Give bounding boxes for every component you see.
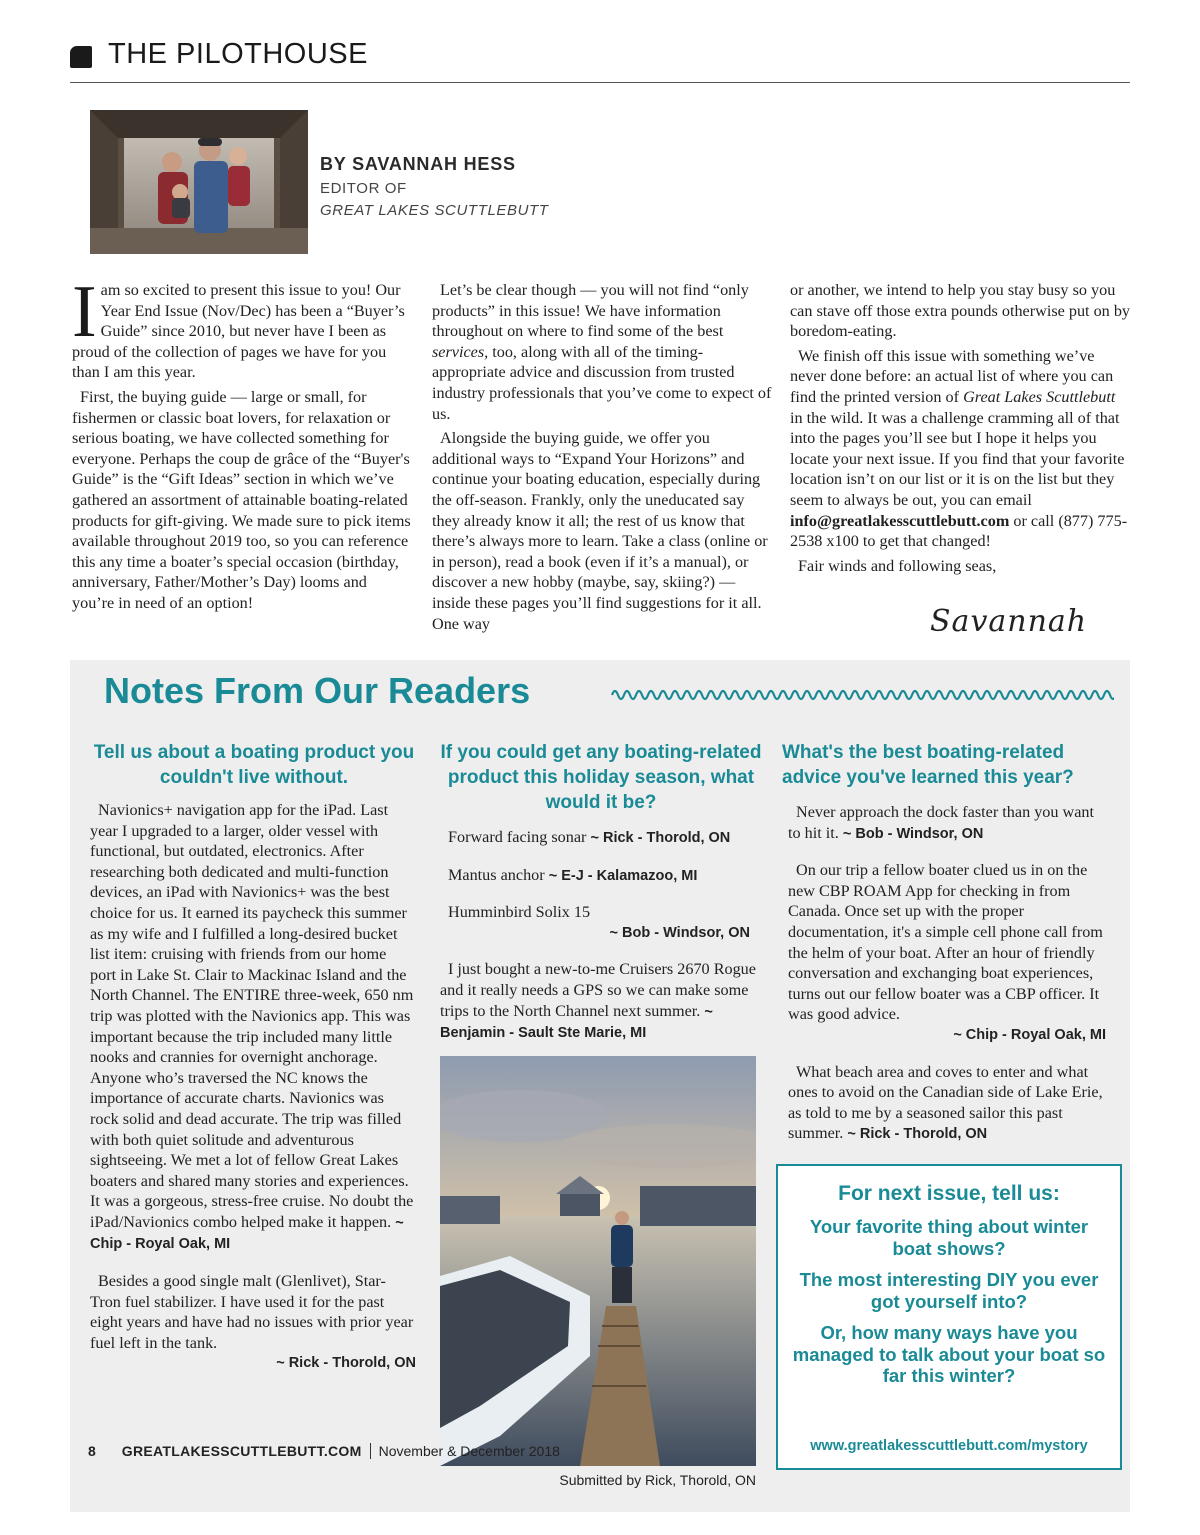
next-issue-callout	[776, 1164, 1122, 1470]
reader-answer	[788, 802, 1106, 844]
answer-attribution: ~ E-J - Kalamazoo, MI	[548, 867, 698, 884]
issue-date: November & December 2018	[378, 1443, 560, 1459]
answer-text: Forward facing sonar	[448, 828, 587, 846]
reader-boat-photo	[440, 1056, 756, 1466]
story-submission-link[interactable]: www.greatlakesscuttlebutt.com/mystory	[810, 1438, 1088, 1454]
answer-attribution: ~ Chip - Royal Oak, MI	[953, 1026, 1106, 1043]
footer-divider	[370, 1443, 371, 1459]
byline-name: BY SAVANNAH HESS	[320, 154, 516, 174]
question-heading-3: What's the best boating-related advice you've learned this year?	[782, 742, 1074, 788]
answer-text: Never approach the dock faster than you want to hit it.	[788, 803, 1094, 842]
reader-answer	[448, 827, 762, 849]
section-header	[70, 38, 1130, 83]
editor-signature: Savannah	[930, 604, 1088, 639]
page-footer	[88, 1443, 560, 1459]
author-family-photo	[90, 110, 308, 254]
editorial-paragraph: First, the buying guide — large or small, for fishermen or classic boat lovers, for relaxation or serious boating, we have collected something for everyone. Perhaps the coup de grâce of the “Buyer's Guide” is the “Gift Ideas” section in which we’ve gathered an assortment of attainable boating-related products for gift-giving. We made sure to pick items available throughout 2019 too, so you can reference this any time a boater’s special occasion (birthday, anniversary, Father/Mother’s Day) looms and you’re in need of an option!	[72, 387, 411, 612]
answers-column-2	[440, 827, 762, 1060]
answer-text: I just bought a new-to-me Cruisers 2670 Rogue and it really needs a GPS so we can make some trips to the North Channel next summer.	[440, 960, 756, 1020]
reader-answer	[440, 959, 762, 1043]
answer-attribution: ~ Bob - Windsor, ON	[609, 924, 750, 941]
contact-email-link[interactable]: info@greatlakesscuttlebutt.com	[790, 511, 1010, 530]
reader-answer	[788, 1062, 1106, 1145]
editorial-text: Let’s be clear though — you will not find “only products” in this issue! We have information throughout on where to find some of the best	[432, 281, 749, 341]
drop-cap: I	[72, 271, 97, 353]
notes-title: Notes From Our Readers	[104, 670, 531, 711]
editorial-paragraph: or another, we intend to help you stay busy so you can stave off those extra pounds otherwise put on by boredom-eating.	[790, 281, 1131, 341]
answer-text: Besides a good single malt (Glenlivet), Star-Tron fuel stabilizer. I have used it for the past eight years and have had no issues with prior year fuel left in the tank.	[90, 1272, 414, 1352]
footer-site[interactable]: GREATLAKESSCUTTLEBUTT.COM	[121, 1443, 362, 1459]
answer-text: On our trip a fellow boater clued us in on the new CBP ROAM App for checking in from Canada. Once set up with the proper documentation, it's a simple cell phone call from the helm of your boat. After an hour of friendly conversation and exchanging boat experiences, turns out our fellow boater was a CBP officer. It was good advice.	[788, 861, 1103, 1024]
byline-publication: GREAT LAKES SCUTTLEBUTT	[320, 202, 549, 219]
answer-attribution: ~ Rick - Thorold, ON	[276, 1355, 416, 1372]
answer-text: Mantus anchor	[448, 865, 545, 884]
editorial-emphasis: services,	[432, 342, 489, 361]
photo-caption: Submitted by Rick, Thorold, ON	[559, 1472, 756, 1488]
answers-column-3	[788, 802, 1106, 1161]
editorial-column-2	[432, 280, 774, 638]
callout-question: Or, how many ways have you managed to talk about your boat so far this winter?	[792, 1322, 1106, 1386]
answer-attribution: ~ Chip - Royal Oak, MI	[90, 1214, 404, 1253]
editorial-column-3	[790, 280, 1130, 580]
section-title: THE PILOTHOUSE	[108, 38, 368, 70]
answer-text: Navionics+ navigation app for the iPad. Last year I upgraded to a larger, older vessel with functional, but outdated, electronics. After researching both dedicated and multi-function devices, an iPad with Navionics+ was the best choice for us. It earned its paycheck this summer as my wife and I fulfilled a long-desired bucket list item: cruising with friends from our home port in Lake St. Clair to Mackinac Island and the North Channel. The ENTIRE three-week, 650 nm trip was plotted with the Navionics app. This was important because the trip included many little nooks and crannies for overnight anchorage. Anyone who’s traversed the NC knows the importance of accurate charts. Navionics was rock solid and dead accurate. The trip was filled with both quiet solitude and adventurous sightseeing. We met a lot of fellow Great Lakes boaters and shared many stories and experiences. It was a gorgeous, stress-free cruise. No doubt the iPad/Navionics combo helped make it happen.	[90, 801, 414, 1231]
header-mark-icon	[70, 46, 92, 68]
page-number: 8	[88, 1443, 96, 1459]
byline-role: EDITOR OF	[320, 180, 407, 197]
callout-question: The most interesting DIY you ever got yourself into?	[799, 1269, 1099, 1312]
answer-attribution: ~ Rick - Thorold, ON	[847, 1126, 988, 1143]
editorial-closing: Fair winds and following seas,	[798, 556, 997, 575]
reader-notes-section	[70, 660, 1130, 1512]
editorial-paragraph	[432, 280, 774, 424]
reader-answer	[448, 865, 762, 887]
editorial-text: in the wild. It was a challenge cramming all of that into the pages you’ll see but I hope it helps you locate your next issue. If you find that your favorite location isn’t on our list or it is on the list but they seem to always be out, you can email	[790, 408, 1125, 509]
reader-answer	[788, 860, 1106, 1045]
editorial-text: or call (877) 775-2538 x100 to get that changed!	[790, 511, 1128, 551]
editorial-emphasis: Great Lakes Scuttlebutt	[963, 387, 1116, 406]
answer-text: Humminbird Solix 15	[448, 903, 591, 922]
editorial-paragraph	[790, 346, 1130, 552]
editorial-column-1	[72, 271, 412, 618]
answer-attribution: ~ Rick - Thorold, ON	[590, 830, 731, 846]
reader-answer	[90, 1271, 416, 1374]
answer-attribution: ~ Bob - Windsor, ON	[842, 825, 984, 842]
reader-answer	[448, 902, 762, 943]
answers-column-1	[90, 800, 416, 1374]
answer-attribution: ~ Benjamin - Sault Ste Marie, MI	[440, 1003, 713, 1042]
callout-title: For next issue, tell us:	[838, 1182, 1060, 1205]
editorial-text: am so excited to present this issue to you! Our Year End Issue (Nov/Dec) has been a “Buyer’s Guide” since 2010, but never have I been as proud of the collection of pages we have for you than I am this year.	[72, 281, 405, 382]
editorial-text: We finish off this issue with something we’ve never done before: an actual list of where you can find the printed version of	[790, 346, 1114, 406]
editorial-paragraph: Alongside the buying guide, we offer you additional ways to “Expand Your Horizons” and continue your boating education, especially during the off-season. Frankly, only the uneducated say they already know it all; the rest of us know that there’s always more to learn. Take a class (online or in person), read a book (even if it’s a manual), or discover a new hobby (maybe, say, skiing?) — inside these pages you’ll find suggestions for it all. One way	[432, 429, 768, 633]
reader-answer	[90, 800, 416, 1255]
editorial-text: too, along with all of the timing-appropriate advice and discussion from trusted industry professionals that you’ve come to expect of us.	[432, 342, 772, 423]
question-heading-2: If you could get any boating-related product this holiday season, what would it be?	[440, 742, 762, 813]
editorial-paragraph	[72, 271, 412, 383]
wave-divider-icon	[610, 682, 1114, 708]
answer-text: What beach area and coves to enter and what ones to avoid on the Canadian side of Lake Erie, as told to me by a seasoned sailor this past summer.	[788, 1062, 1103, 1143]
callout-question: Your favorite thing about winter boat shows?	[809, 1216, 1089, 1259]
question-heading-1: Tell us about a boating product you couldn't live without.	[93, 742, 415, 788]
